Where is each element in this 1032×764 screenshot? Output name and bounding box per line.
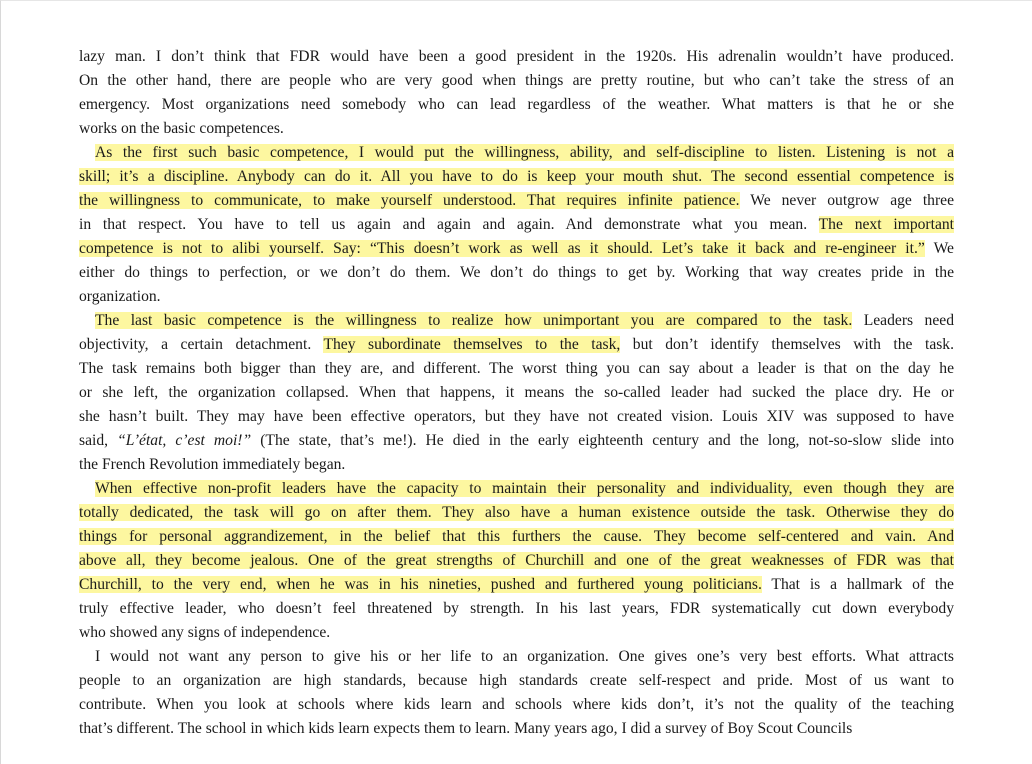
paragraph [79, 309, 954, 477]
text-run: works on the basic competences. [79, 120, 284, 137]
text-run: Leaders need [852, 312, 954, 329]
highlighted-text: skill; it’s a discipline. Anybody can do it. All you have to do is keep your mouth shut. The second essential competence is [79, 168, 954, 185]
highlighted-text: The next important [818, 216, 954, 233]
text-line [79, 693, 954, 717]
highlighted-text: Churchill, to the very end, when he was in his nineties, pushed and furthered young politicians. [79, 576, 762, 593]
highlighted-text: totally dedicated, the task will go on after them. They also have a human existence outside the task. Otherwise they do [79, 504, 954, 521]
text-run: objectivity, a certain detachment. [79, 336, 324, 353]
highlighted-text: above all, they become jealous. One of the great strengths of Churchill and one of the great weaknesses of FDR was that [79, 552, 954, 569]
text-line [79, 645, 954, 669]
text-line [79, 93, 954, 117]
text-line [79, 477, 954, 501]
text-line [79, 381, 954, 405]
text-line [79, 69, 954, 93]
paragraph [79, 45, 954, 141]
text-line [79, 189, 954, 213]
text-line [79, 261, 954, 285]
text-line [79, 285, 954, 309]
text-line [79, 453, 954, 477]
highlighted-text: things for personal aggrandizement, in the belief that this furthers the cause. They become self-centered and vain. And [79, 528, 954, 545]
text-line [79, 501, 954, 525]
text-run: she hasn’t built. They may have been effective operators, but they have not created vision. Louis XIV was supposed to have [79, 408, 954, 425]
text-run: but don’t identify themselves with the task. [620, 336, 954, 353]
paragraph [79, 477, 954, 645]
text-line [79, 117, 954, 141]
text-line [79, 333, 954, 357]
highlighted-text: competence is not to alibi yourself. Say: “This doesn’t work as well as it should. Let’s take it back and re-engineer it.” [79, 240, 925, 257]
text-run: either do things to perfection, or we don’t do them. We don’t do things to get by. Working that way creates pride in the [79, 264, 954, 281]
paragraph [79, 645, 954, 741]
text-run: That is a hallmark of the [761, 576, 954, 593]
text-run: the French Revolution immediately began. [79, 456, 346, 473]
text-line [79, 405, 954, 429]
text-run: We [924, 240, 954, 257]
highlighted-text: They subordinate themselves to the task, [323, 336, 621, 353]
text-line [79, 309, 954, 333]
text-run: truly effective leader, who doesn’t feel threatened by strength. In his last years, FDR systematically cut down everybody [79, 600, 954, 617]
text-run: that’s different. The school in which kids learn expects them to learn. Many years ago, I did a survey of Boy Scout Councils [79, 720, 853, 737]
text-line [79, 141, 954, 165]
text-run: said, [79, 432, 118, 449]
text-run: organization. [79, 288, 161, 305]
text-run: (The state, that’s me!). He died in the early eighteenth century and the long, not-so-slow slide into [251, 432, 954, 449]
document-text [79, 45, 954, 741]
text-line [79, 213, 954, 237]
text-line [79, 621, 954, 645]
highlighted-text: The last basic competence is the willingness to realize how unimportant you are compared to the task. [95, 312, 853, 329]
text-run: emergency. Most organizations need somebody who can lead regardless of the weather. What matters is that he or she [79, 96, 954, 113]
text-line [79, 597, 954, 621]
text-run: in that respect. You have to tell us again and again and again. And demonstrate what you mean. [79, 216, 819, 233]
text-line [79, 429, 954, 453]
text-line [79, 45, 954, 69]
text-run: or she left, the organization collapsed. When that happens, it means the so-called leader had sucked the place dry. He or [79, 384, 954, 401]
highlighted-text: When effective non-profit leaders have the capacity to maintain their personality and individuality, even though they are [95, 480, 954, 497]
text-line [79, 549, 954, 573]
text-line [79, 573, 954, 597]
text-run: On the other hand, there are people who are very good when things are pretty routine, but who can’t take the stress of an [79, 72, 954, 89]
text-run: I would not want any person to give his or her life to an organization. One gives one’s very best efforts. What attracts [95, 648, 954, 665]
highlighted-text: the willingness to communicate, to make yourself understood. That requires infinite patience. [79, 192, 740, 209]
text-line [79, 669, 954, 693]
text-line [79, 357, 954, 381]
text-run: people to an organization are high standards, because high standards create self-respect and pride. Most of us want to [79, 672, 954, 689]
text-run: The task remains both bigger than they are, and different. The worst thing you can say about a leader is that on the day he [79, 360, 954, 377]
text-run: who showed any signs of independence. [79, 624, 331, 641]
text-line [79, 165, 954, 189]
text-line [79, 525, 954, 549]
text-run: contribute. When you look at schools where kids learn and schools where kids don’t, it’s not the quality of the teaching [79, 696, 954, 713]
text-line [79, 237, 954, 261]
text-run: lazy man. I don’t think that FDR would have been a good president in the 1920s. His adrenalin wouldn’t have produced. [79, 48, 954, 65]
highlighted-text: As the first such basic competence, I would put the willingness, ability, and self-discipline to listen. Listening is not a [95, 144, 954, 161]
text-line [79, 717, 954, 741]
text-run: We never outgrow age three [739, 192, 954, 209]
paragraph [79, 141, 954, 309]
text-run: “L’état, c’est moi!” [117, 432, 252, 449]
